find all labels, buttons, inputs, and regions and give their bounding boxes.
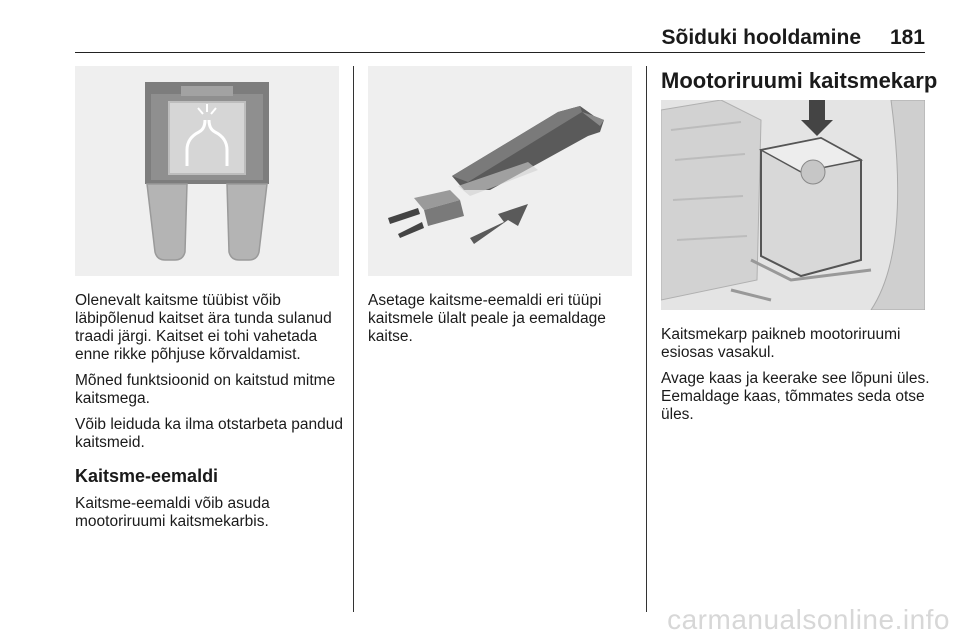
paragraph: Kaitsmekarp paikneb mootoriruumi esiosas vasakul. [661,326,901,361]
section-heading: Mootoriruumi kaitsmekarp [661,68,938,93]
page-number: 181 [889,26,925,49]
paragraph: Asetage kaitsme-eemaldi eri tüüpi kaitsmele ülalt peale ja eemaldage kaitse. [368,292,606,345]
fuse-puller-illustration [368,66,632,276]
column-divider [646,66,647,612]
watermark: carmanualsonline.info [667,604,950,635]
column-left-text [75,292,345,539]
paragraph: Olenevalt kaitsme tüübist võib läbipõlenud kaitset ära tunda sulanud traadi järgi. Kaitset ei tohi vahetada enne rikke põhjuse kõrvaldamist. [75,292,332,363]
column-middle-text [368,292,638,354]
paragraph: Kaitsme-eemaldi võib asuda mootoriruumi kaitsmekarbis. [75,495,270,530]
column-right-text [661,326,931,432]
fuse-illustration [75,66,339,276]
paragraph: Võib leiduda ka ilma otstarbeta pandud kaitsmeid. [75,416,343,451]
column-divider [353,66,354,612]
page-header [75,22,925,53]
paragraph: Avage kaas ja keerake see lõpuni üles. Eemaldage kaas, tõmmates seda otse üles. [661,370,930,423]
header-title: Sõiduki hooldamine [661,26,861,49]
subheading: Kaitsme-eemaldi [75,466,219,486]
engine-fusebox-illustration [661,100,925,310]
paragraph: Mõned funktsioonid on kaitstud mitme kaitsmega. [75,372,336,407]
